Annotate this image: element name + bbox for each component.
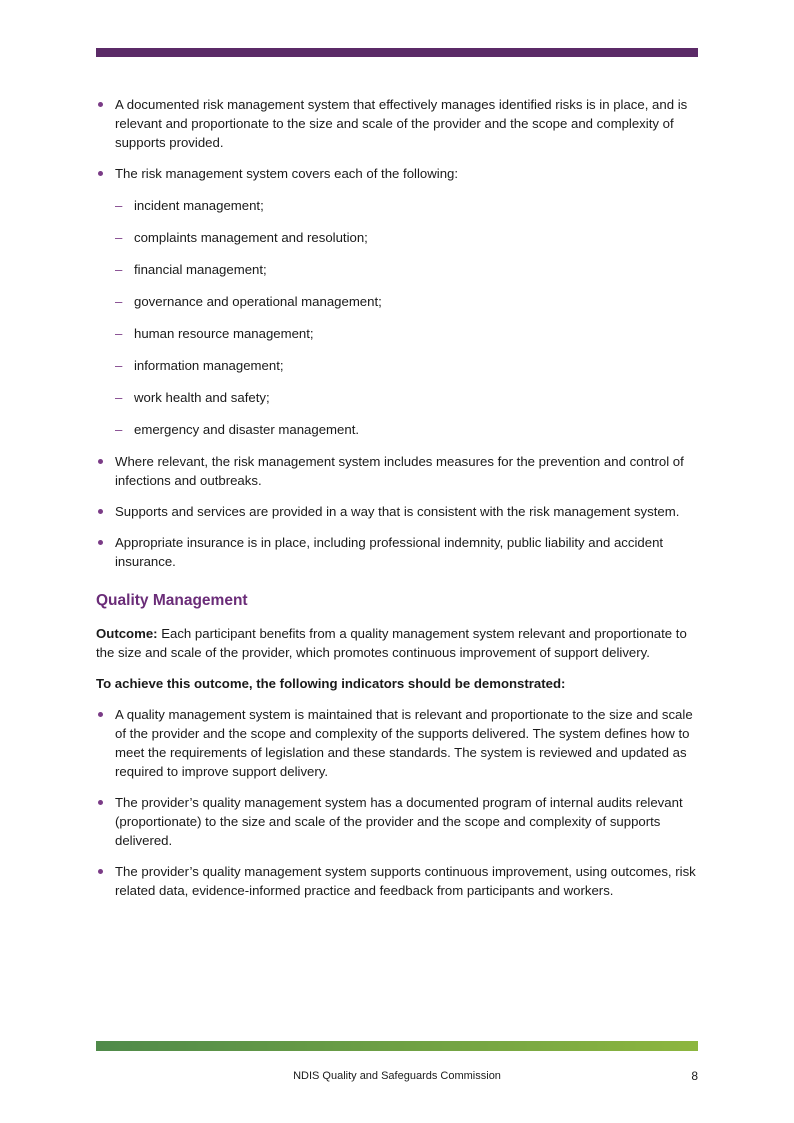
bullet-icon — [98, 540, 103, 545]
list-item-text: Supports and services are provided in a way that is consistent with the risk management system. — [115, 504, 680, 519]
list-item — [96, 793, 700, 850]
bullet-icon — [98, 102, 103, 107]
list-item — [96, 862, 700, 900]
list-item — [96, 533, 700, 571]
outcome-label: Outcome: — [96, 626, 158, 641]
bullet-icon — [98, 171, 103, 176]
dash-icon: – — [115, 262, 123, 277]
sub-list-item — [96, 388, 700, 407]
sub-list-item-text: governance and operational management; — [134, 294, 382, 309]
dash-icon: – — [115, 294, 123, 309]
sub-list-item — [96, 356, 700, 375]
section-heading: Quality Management — [96, 592, 248, 609]
sub-list-item-text: work health and safety; — [134, 390, 270, 405]
bullet-icon — [98, 800, 103, 805]
sub-list-item — [96, 324, 700, 343]
list-item-text: The provider’s quality management system has a documented program of internal audits relevant (proportionate) to the size and scale of the provider and the scope and complexity of supports delivered. — [115, 795, 683, 848]
list-item-text: A documented risk management system that effectively manages identified risks is in place, and is relevant and proportionate to the size and scale of the provider and the scope and complexity of supports provided. — [115, 97, 688, 150]
outcome-text: Each participant benefits from a quality management system relevant and proportionate to the size and scale of the provider, which promotes continuous improvement of support delivery. — [96, 626, 687, 660]
sub-list-item-text: information management; — [134, 358, 284, 373]
list-item-text: The risk management system covers each of the following: — [115, 166, 459, 181]
dash-icon: – — [115, 422, 123, 437]
dash-icon: – — [115, 358, 123, 373]
bullet-icon — [98, 509, 103, 514]
outcome-paragraph — [96, 624, 700, 662]
bullet-icon — [98, 459, 103, 464]
indicators-intro: To achieve this outcome, the following indicators should be demonstrated: — [96, 676, 566, 691]
page-number: 8 — [691, 1069, 698, 1083]
sub-list-item-text: incident management; — [134, 198, 264, 213]
sub-list-item-text: human resource management; — [134, 326, 314, 341]
list-item — [96, 164, 700, 183]
dash-icon: – — [115, 230, 123, 245]
sub-list-item — [96, 228, 700, 247]
footer-org: NDIS Quality and Safeguards Commission — [293, 1070, 501, 1082]
list-item-text: The provider’s quality management system supports continuous improvement, using outcomes, risk related data, evidence-informed practice and feedback from participants and workers. — [115, 864, 696, 898]
dash-icon: – — [115, 198, 123, 213]
list-item-text: Appropriate insurance is in place, including professional indemnity, public liability and accident insurance. — [115, 535, 664, 569]
list-item — [96, 502, 700, 521]
list-item — [96, 95, 700, 152]
sub-list-item — [96, 420, 700, 439]
list-item-text: A quality management system is maintained that is relevant and proportionate to the size and scale of the provider and the scope and complexity of the supports delivered. The system defines how to meet the requirements of legislation and these standards. The system is reviewed and updated as required to improve support delivery. — [115, 707, 693, 779]
sub-list-item — [96, 292, 700, 311]
list-item — [96, 452, 700, 490]
header-bar — [96, 48, 698, 57]
list-item — [96, 705, 700, 781]
list-item-text: Where relevant, the risk management system includes measures for the prevention and control of infections and outbreaks. — [115, 454, 684, 488]
footer-bar — [96, 1041, 698, 1051]
bullet-icon — [98, 869, 103, 874]
sub-list-item-text: emergency and disaster management. — [134, 422, 360, 437]
sub-list-item-text: financial management; — [134, 262, 267, 277]
dash-icon: – — [115, 390, 123, 405]
sub-list-item — [96, 260, 700, 279]
dash-icon: – — [115, 326, 123, 341]
sub-list-item-text: complaints management and resolution; — [134, 230, 368, 245]
document-body — [96, 95, 700, 912]
bullet-icon — [98, 712, 103, 717]
sub-list-item — [96, 196, 700, 215]
